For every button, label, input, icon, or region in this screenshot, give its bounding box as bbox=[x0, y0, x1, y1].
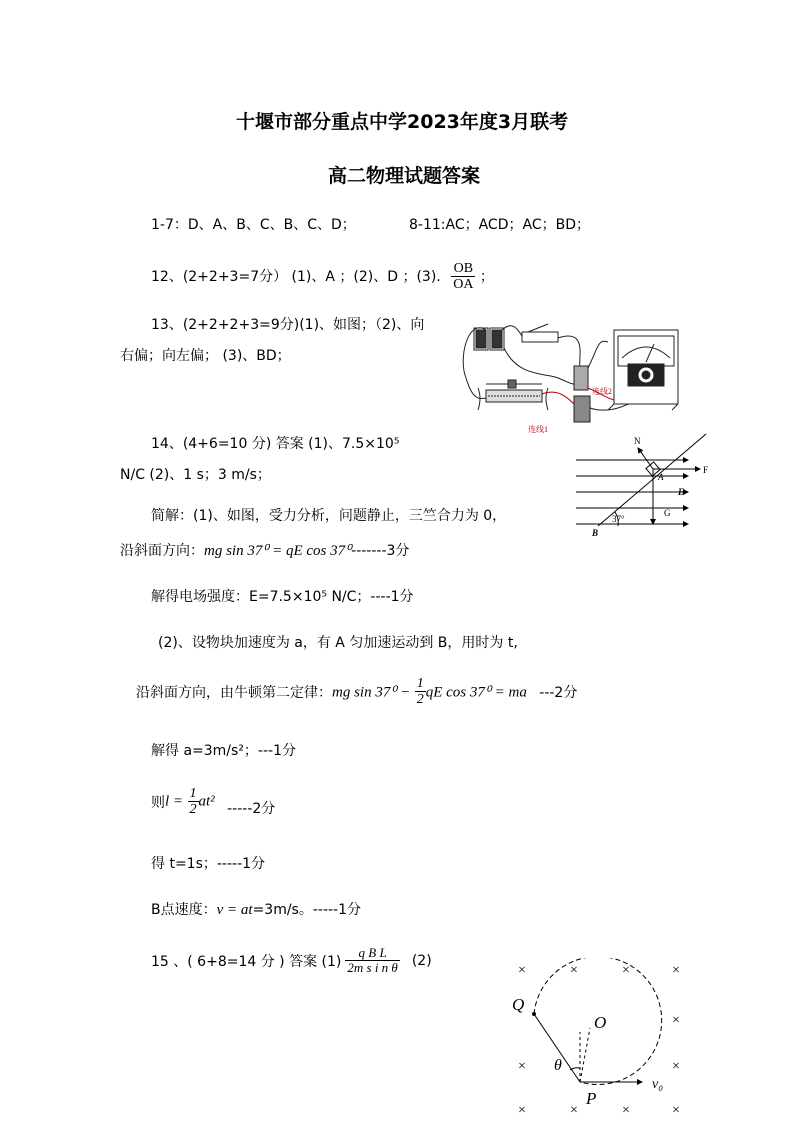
answer-12-suffix: ； bbox=[479, 268, 494, 285]
angle-37: 37° bbox=[612, 514, 625, 524]
answer-14-time: 得 t=1s；-----1分 bbox=[151, 856, 266, 872]
q15-suffix: (2) bbox=[411, 952, 432, 969]
angle-theta: θ bbox=[554, 1057, 562, 1074]
point-B: B bbox=[592, 528, 599, 538]
eq2-part-a: mg sin 37⁰ − bbox=[332, 684, 411, 701]
force-F: F bbox=[703, 465, 709, 475]
fraction-denominator: 2 bbox=[416, 692, 424, 708]
point-Q: Q bbox=[512, 995, 525, 1014]
velocity-v0: v₀ bbox=[652, 1077, 664, 1092]
speed-prefix: B点速度： bbox=[151, 902, 217, 918]
fraction-numerator: 1 bbox=[416, 676, 424, 691]
field-cross-mark: × bbox=[672, 963, 680, 978]
speed-tail: =3m/s。-----1分 bbox=[252, 902, 362, 918]
field-cross-mark: × bbox=[518, 1103, 526, 1118]
fraction-denominator: 2 bbox=[189, 802, 197, 818]
l-score: -----2分 bbox=[227, 800, 276, 817]
answer-1-7: 1-7：D、A、B、C、B、C、D； bbox=[151, 217, 356, 233]
answer-12 bbox=[151, 261, 494, 293]
page-title: 十堰市部分重点中学2023年度3月联考 bbox=[236, 111, 569, 133]
answer-14-accel: 解得 a=3m/s²；---1分 bbox=[151, 743, 296, 759]
fraction-numerator: OB bbox=[451, 261, 475, 277]
answer-14-speed bbox=[151, 899, 361, 919]
field-cross-mark: × bbox=[622, 1103, 630, 1118]
incline-force-diagram bbox=[570, 432, 718, 540]
force-N: N bbox=[634, 436, 641, 446]
circuit-diagram bbox=[458, 318, 684, 436]
fraction-denominator: 2m s i n θ bbox=[347, 960, 398, 976]
eq1-prefix: 沿斜面方向： bbox=[120, 543, 204, 559]
l-tail: at² bbox=[198, 793, 215, 810]
magnetic-field-diagram bbox=[504, 958, 700, 1118]
answer-13-line1: 13、(2+2+2+3=9分)(1)、如图；（2)、向 bbox=[151, 317, 425, 333]
field-cross-mark: × bbox=[672, 1103, 680, 1118]
answer-12-text: 12、(2+2+3=7分） (1)、A ；(2)、D ；(3). bbox=[151, 268, 441, 285]
l-eq: l = bbox=[165, 793, 184, 810]
point-O: O bbox=[594, 1013, 607, 1032]
eq1-score: -------3分 bbox=[351, 543, 410, 559]
field-cross-mark: × bbox=[570, 1103, 578, 1118]
q15-prefix: 15 、( 6+8=14 分 ) 答案 (1) bbox=[151, 953, 342, 970]
circuit-label-2: 连线2 bbox=[592, 387, 612, 396]
eq2-fraction bbox=[415, 676, 426, 708]
answer-8-11: 8-11:AC；ACD；AC；BD； bbox=[409, 217, 590, 233]
eq2-score: ---2分 bbox=[539, 684, 578, 701]
answer-14-eq1 bbox=[120, 540, 409, 560]
answer-14-part2: (2)、设物块加速度为 a，有 A 匀加速运动到 B，用时为 t, bbox=[158, 635, 518, 651]
answer-15 bbox=[151, 946, 432, 976]
q15-fraction bbox=[345, 946, 399, 976]
answer-13-line2: 右偏；向左偏； (3)、BD； bbox=[120, 348, 291, 364]
field-cross-mark: × bbox=[672, 1013, 680, 1028]
point-A: A bbox=[658, 472, 664, 482]
l-fraction bbox=[188, 786, 199, 818]
field-cross-mark: × bbox=[518, 963, 526, 978]
answer-14-line1: 14、(4+6=10 分) 答案 (1)、7.5×10⁵ bbox=[151, 436, 400, 452]
fraction-denominator: OA bbox=[453, 277, 474, 293]
answer-14-line2: N/C (2)、1 s；3 m/s； bbox=[120, 467, 271, 483]
eq2-part-b: qE cos 37⁰ = ma bbox=[425, 684, 527, 701]
answer-12-fraction bbox=[451, 261, 475, 293]
answer-14-result1: 解得电场强度：E=7.5×10⁵ N/C；----1分 bbox=[151, 589, 414, 605]
field-cross-mark: × bbox=[622, 963, 630, 978]
field-cross-mark: × bbox=[672, 1059, 680, 1074]
page-subtitle: 高二物理试题答案 bbox=[328, 165, 481, 187]
force-G: G bbox=[664, 508, 671, 518]
answer-14-displacement bbox=[151, 786, 275, 818]
circuit-label-1: 连线1 bbox=[528, 425, 548, 434]
speed-eq: v = at bbox=[216, 902, 253, 918]
point-P: P bbox=[586, 1089, 597, 1108]
field-cross-mark: × bbox=[570, 963, 578, 978]
answer-14-brief: 简解：(1)、如图，受力分析，问题静止，三竺合力为 0， bbox=[151, 508, 507, 524]
then-label: 则 bbox=[151, 794, 165, 811]
answer-14-eq2 bbox=[136, 676, 577, 708]
fraction-numerator: 1 bbox=[189, 786, 197, 801]
eq2-prefix: 沿斜面方向，由牛顿第二定律： bbox=[136, 684, 332, 701]
eq1-formula: mg sin 37⁰ = qE cos 37⁰ bbox=[204, 543, 352, 559]
field-cross-mark: × bbox=[518, 1059, 526, 1074]
fraction-numerator: q B L bbox=[345, 946, 399, 961]
field-E: E bbox=[678, 487, 685, 497]
